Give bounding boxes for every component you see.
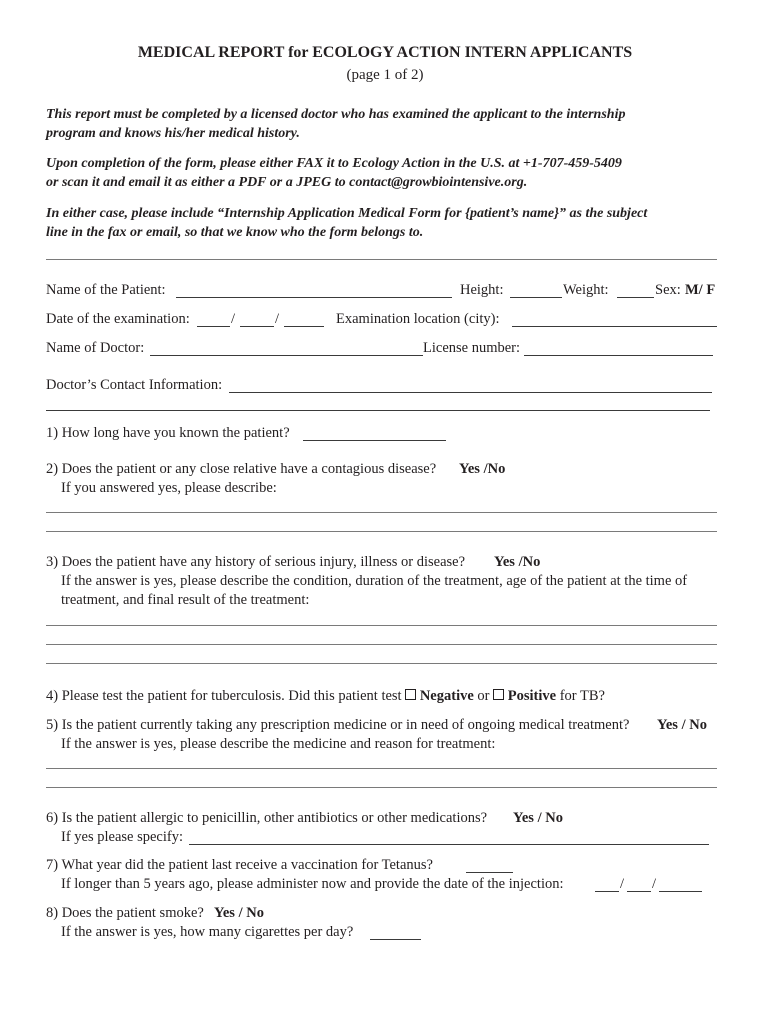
question-2-yes-no[interactable] xyxy=(459,461,505,478)
question-3-yes-no-text: Yes /No xyxy=(494,554,541,570)
intro-paragraph-3-line-1: In either case, please include “Internship Application Medical Form for {patient’s name}” as the subject xyxy=(46,206,648,221)
question-8-followup: If the answer is yes, how many cigarettes per day? xyxy=(61,924,354,940)
doctor-contact-field[interactable] xyxy=(229,392,712,393)
height-field[interactable] xyxy=(510,297,562,298)
sex-options[interactable] xyxy=(685,282,715,299)
intro-paragraph-3-line-2: line in the fax or email, so that we know who the form belongs to. xyxy=(46,225,424,240)
date-separator: / xyxy=(231,311,236,327)
injection-date-year-field[interactable] xyxy=(659,891,702,892)
exam-date-month-field[interactable] xyxy=(197,326,230,327)
question-3-yes-no[interactable] xyxy=(494,554,540,571)
intro-paragraph-1-line-2: program and knows his/her medical history. xyxy=(46,126,300,141)
question-7: 7) What year did the patient last receive a vaccination for Tetanus? xyxy=(46,857,433,873)
question-3-followup-line-1: If the answer is yes, please describe the condition, duration of the treatment, age of the patient at the time of xyxy=(61,573,688,589)
height-label: Height: xyxy=(460,282,504,298)
intro-paragraph-1-line-1: This report must be completed by a licensed doctor who has examined the applicant to the internship xyxy=(46,107,626,122)
doctor-name-field[interactable] xyxy=(150,355,423,356)
doctor-name-label: Name of Doctor: xyxy=(46,340,145,356)
exam-date-year-field[interactable] xyxy=(284,326,324,327)
question-2-followup: If you answered yes, please describe: xyxy=(61,480,277,496)
question-6-yes-no-text: Yes / No xyxy=(513,810,563,826)
question-6-followup: If yes please specify: xyxy=(61,829,183,845)
question-5-yes-no[interactable] xyxy=(657,717,707,734)
injection-date-day-field[interactable] xyxy=(627,891,651,892)
positive-checkbox[interactable] xyxy=(493,689,504,700)
question-3-answer-line-2[interactable] xyxy=(46,644,717,645)
question-6-answer-field[interactable] xyxy=(189,844,709,845)
exam-date-day-field[interactable] xyxy=(240,326,274,327)
question-5-answer-line-2[interactable] xyxy=(46,787,717,788)
license-field[interactable] xyxy=(524,355,713,356)
question-7-followup: If longer than 5 years ago, please administer now and provide the date of the injection: xyxy=(61,876,564,892)
intro-paragraph-2-line-2: or scan it and email it as either a PDF or a JPEG to contact@growbiointensive.org. xyxy=(46,175,528,190)
question-5: 5) Is the patient currently taking any prescription medicine or in need of ongoing medical treatment? xyxy=(46,717,630,733)
injection-date-month-field[interactable] xyxy=(595,891,619,892)
date-separator: / xyxy=(620,876,625,892)
question-8-yes-no[interactable] xyxy=(214,905,264,922)
exam-location-label: Examination location (city): xyxy=(336,311,500,327)
question-8-yes-no-text: Yes / No xyxy=(214,905,264,921)
patient-name-label: Name of the Patient: xyxy=(46,282,166,298)
negative-option-label: Negative xyxy=(419,688,474,704)
page-indicator: (page 1 of 2) xyxy=(346,67,424,83)
question-6: 6) Is the patient allergic to penicillin, other antibiotics or other medications? xyxy=(46,810,488,826)
question-2: 2) Does the patient or any close relative have a contagious disease? xyxy=(46,461,437,477)
question-5-followup: If the answer is yes, please describe the medicine and reason for treatment: xyxy=(61,736,496,752)
question-7-year-field[interactable] xyxy=(466,872,513,873)
question-3: 3) Does the patient have any history of serious injury, illness or disease? xyxy=(46,554,466,570)
question-3-followup-line-2: treatment, and final result of the treatment: xyxy=(61,592,310,608)
question-8: 8) Does the patient smoke? xyxy=(46,905,204,921)
question-2-yes-no-text: Yes /No xyxy=(459,461,506,477)
negative-checkbox[interactable] xyxy=(405,689,416,700)
question-3-answer-line-3[interactable] xyxy=(46,663,717,664)
question-3-answer-line-1[interactable] xyxy=(46,625,717,626)
intro-paragraph-2-line-1: Upon completion of the form, please either FAX it to Ecology Action in the U.S. at +1-707-459-5409 xyxy=(46,156,622,171)
doctor-contact-label: Doctor’s Contact Information: xyxy=(46,377,223,393)
doctor-contact-field-line-2[interactable] xyxy=(46,410,710,411)
question-1-answer-field[interactable] xyxy=(303,440,446,441)
question-5-yes-no-text: Yes / No xyxy=(657,717,707,733)
sex-options-text: M/ F xyxy=(685,282,716,298)
weight-label: Weight: xyxy=(563,282,609,298)
date-separator: / xyxy=(275,311,280,327)
license-label: License number: xyxy=(423,340,521,356)
weight-field[interactable] xyxy=(617,297,654,298)
section-divider xyxy=(46,259,717,260)
question-4-or: or xyxy=(477,688,490,704)
form-title: MEDICAL REPORT for ECOLOGY ACTION INTERN APPLICANTS xyxy=(137,44,633,61)
date-separator: / xyxy=(652,876,657,892)
sex-label: Sex: xyxy=(655,282,681,298)
question-4-suffix: for TB? xyxy=(559,688,605,704)
positive-option-label: Positive xyxy=(507,688,557,704)
cigarettes-per-day-field[interactable] xyxy=(370,939,421,940)
question-4 xyxy=(46,688,605,705)
patient-name-field[interactable] xyxy=(176,297,452,298)
exam-location-field[interactable] xyxy=(512,326,717,327)
question-2-answer-line-2[interactable] xyxy=(46,531,717,532)
question-2-answer-line-1[interactable] xyxy=(46,512,717,513)
question-6-yes-no[interactable] xyxy=(513,810,563,827)
question-5-answer-line-1[interactable] xyxy=(46,768,717,769)
question-4-text: 4) Please test the patient for tuberculosis. Did this patient test xyxy=(46,688,402,704)
question-1: 1) How long have you known the patient? xyxy=(46,425,290,441)
exam-date-label: Date of the examination: xyxy=(46,311,190,327)
